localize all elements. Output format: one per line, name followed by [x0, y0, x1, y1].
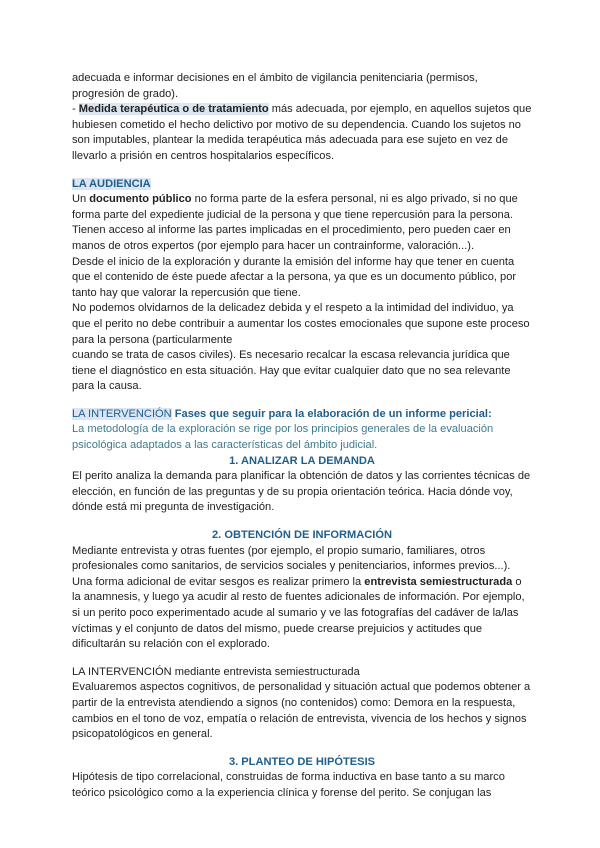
- audiencia-paragraph-4: cuando se trata de casos civiles). Es necesario recalcar la escasa relevancia jurídica que tiene el diagnóstico en esta situación. Hay que evitar cualquier dato que no sea relevante para la causa.: [72, 349, 511, 393]
- phase-2-paragraph-2: [72, 575, 532, 653]
- semistructured-interview-term: entrevista semiestructurada: [364, 575, 513, 588]
- intervencion-intro: La metodología de la exploración se rige por los principios generales de la evaluación psicológica adaptados a las características del ámbito judicial.: [72, 423, 494, 452]
- bullet-prefix: -: [72, 103, 79, 116]
- intro-line-1: adecuada e informar decisiones en el ámbito de vigilancia penitenciaria (permisos,: [72, 72, 478, 84]
- audiencia-p1-text: no forma parte de la esfera personal, ni es algo privado, si no que forma parte del expediente judicial de la persona y que tiene repercusión para la persona. Tienen acceso al informe las partes implicadas en el procedimiento, pero pueden caer en manos de otros expertos (por ejemplo para hacer un contrainforme, valoración...).: [72, 193, 518, 252]
- phase-2-p2-text: o la anamnesis, y luego ya acudir al resto de fuentes adicionales de información. Por ejemplo, si un perito poco experimentado acude al sumario y ve las fotografías del cadáver de la/las víctimas y el conjunto de datos del mismo, puede crearse prejuicios y actitudes que dificultarán su relación con el explorado.: [72, 575, 525, 651]
- phase-1-text: El perito analiza la demanda para planificar la obtención de datos y las corrientes técnicas de elección, en función de las preguntas y de su propia orientación teórica. Hacia dónde voy, dónde está mi pregunta de investigación.: [72, 470, 531, 514]
- therapeutic-measure-text: más adecuada, por ejemplo, en aquellos sujetos que hubiesen cometido el hecho delictivo por motivo de su dependencia. Cuando los sujetos no son imputables, plantear la medida terapéutica más adecuada para ese sujeto en vez de llevarlo a prisión en centros hospitalarios específicos.: [72, 103, 532, 162]
- audiencia-p1-pre: Un: [72, 193, 90, 206]
- document-page: [72, 71, 532, 802]
- phase-1-heading: 1. ANALIZAR LA DEMANDA: [229, 454, 375, 467]
- phase-3-text: Hipótesis de tipo correlacional, construidas de forma inductiva en base tanto a su marco teórico psicológico como a la experiencia clínica y forense del perito. Se conjugan las: [72, 771, 505, 799]
- phase-2-heading: 2. OBTENCIÓN DE INFORMACIÓN: [212, 529, 392, 542]
- intervencion-label: LA INTERVENCIÓN: [72, 407, 172, 420]
- audiencia-heading-row: [72, 177, 532, 193]
- intervencion-phases-title: Fases que seguir para la elaboración de un informe pericial:: [171, 407, 492, 420]
- phase-2-paragraph-1: Mediante entrevista y otras fuentes (por ejemplo, el propio sumario, familiares, otros profesionales como sanitarios, de servicios sociales y penitenciarios, informes previos...).: [72, 544, 511, 573]
- therapeutic-measure-paragraph: [72, 102, 532, 164]
- audiencia-paragraph-2: Desde el inicio de la exploración y durante la emisión del informe hay que tener en cuenta que el contenido de éste puede afectar a la persona, ya que es un documento público, por tanto hay que valorar la repercusión que tiene.: [72, 255, 517, 299]
- public-document-term: documento público: [89, 193, 192, 206]
- phase-2-p2-pre: Una forma adicional de evitar sesgos es realizar primero la: [72, 575, 365, 588]
- intervencion-heading: [72, 407, 532, 423]
- audiencia-heading: LA AUDIENCIA: [72, 177, 151, 190]
- phase-3-heading: 3. PLANTEO DE HIPÓTESIS: [228, 755, 376, 768]
- audiencia-paragraph-1: [72, 192, 532, 254]
- intro-line-2: progresión de grado).: [72, 87, 179, 100]
- therapeutic-measure-term: Medida terapéutica o de tratamiento: [78, 103, 269, 116]
- interview-subtitle: LA INTERVENCIÓN mediante entrevista semiestructurada: [72, 665, 360, 678]
- audiencia-paragraph-3: No podemos olvidarnos de la delicadez debida y el respeto a la intimidad del individuo, ya que el perito no debe contribuir a aumentar los costes emocionales que supone este proceso para la persona (particularmente: [72, 302, 530, 346]
- phase-2-paragraph-3: Evaluaremos aspectos cognitivos, de personalidad y situación actual que podemos obtener a partir de la entrevista atendiendo a signos (no contenidos) como: Demora en la respuesta, cambios en el tono de voz, empatía o relación de entrevista, vivencia de los hechos y signos psicopatológicos en general.: [72, 681, 531, 741]
